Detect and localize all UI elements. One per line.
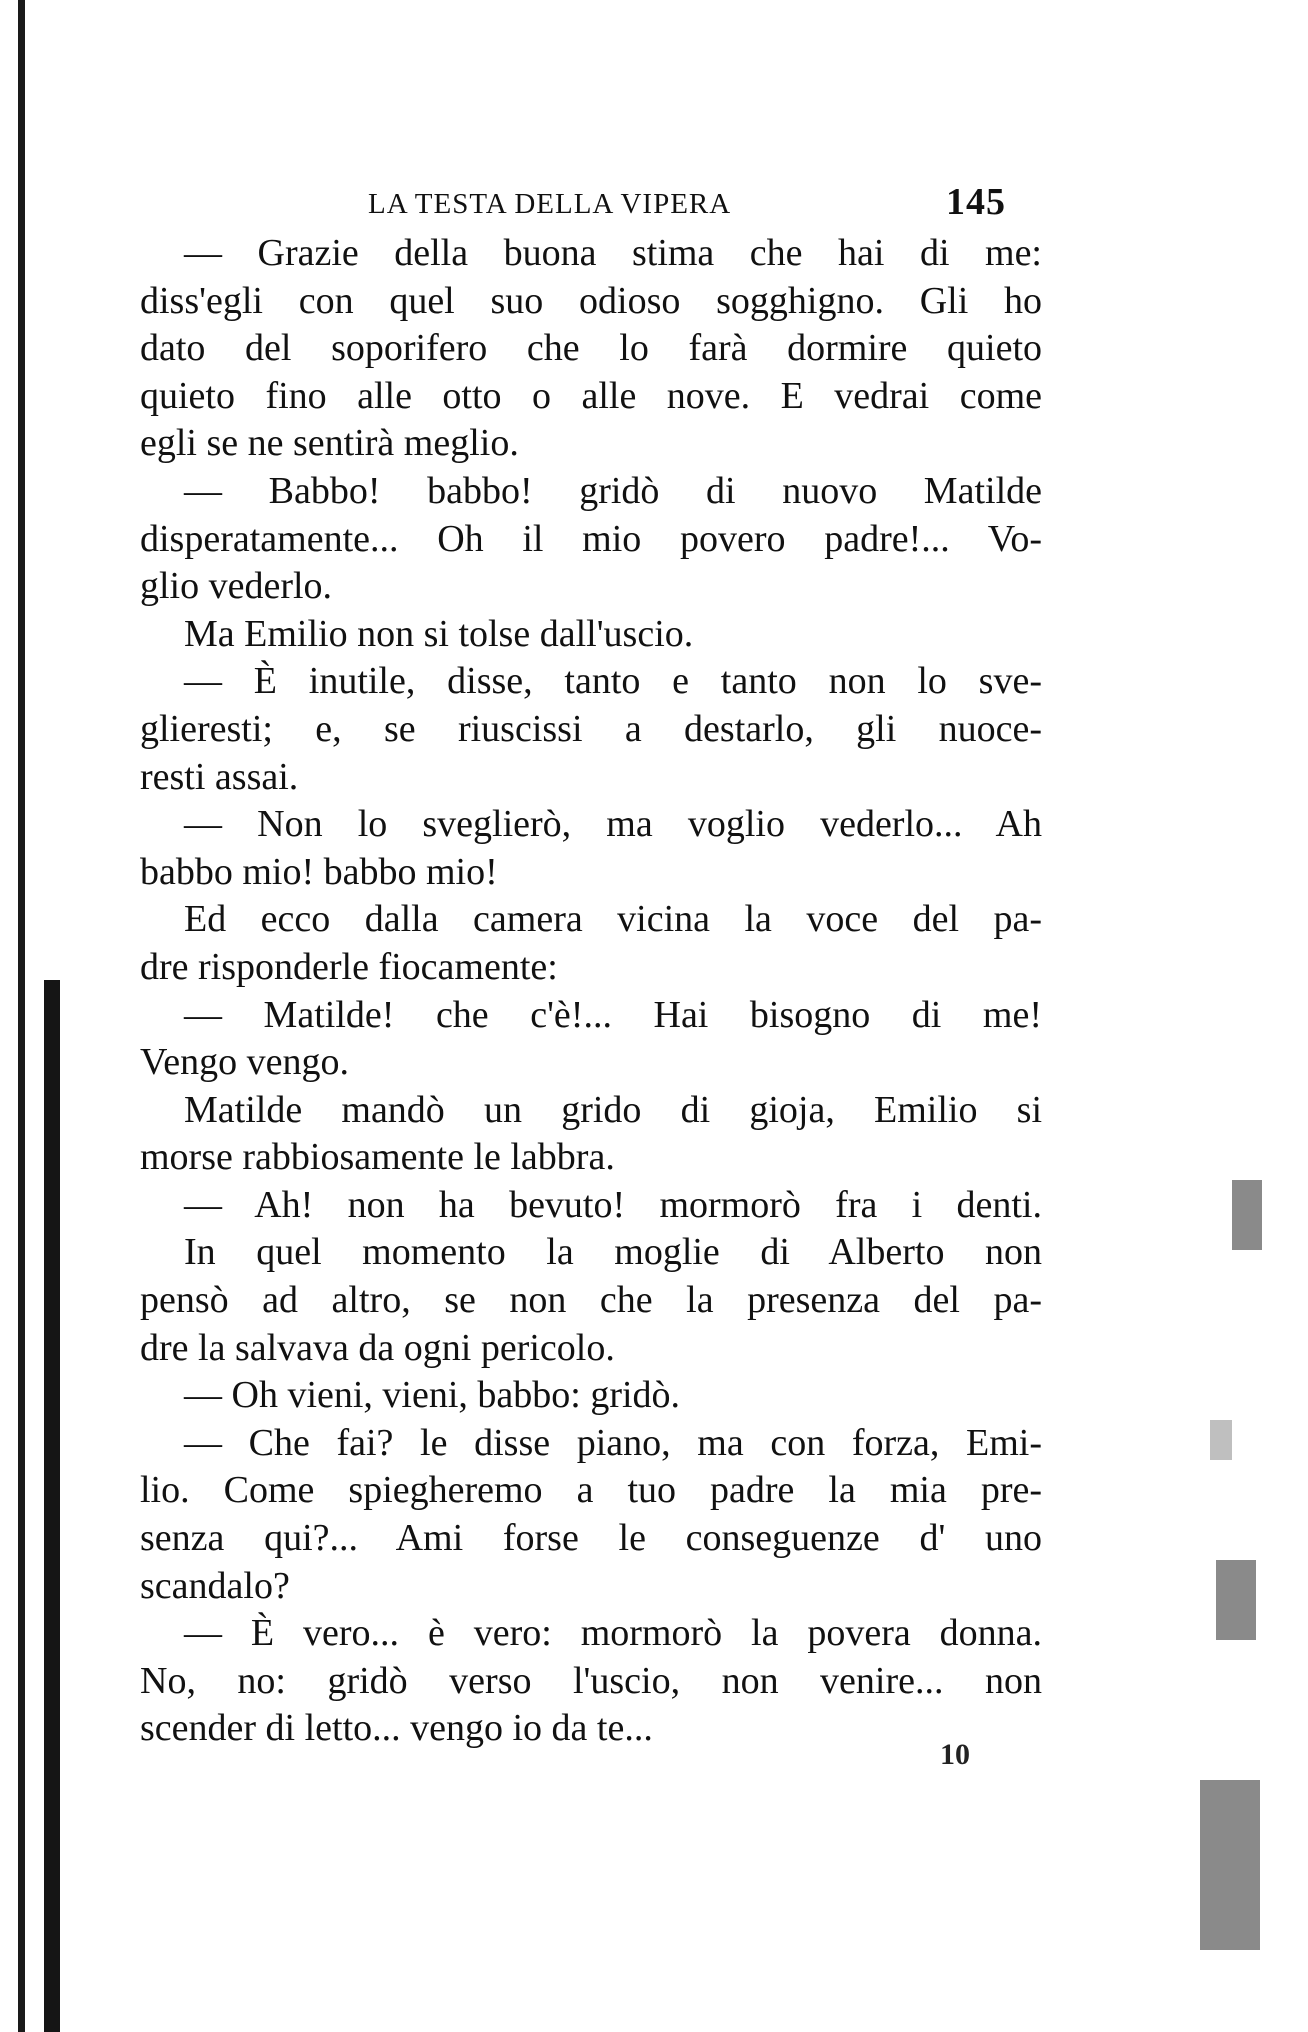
text-line: glio vederlo. <box>140 565 333 608</box>
text-line: quieto fino alle otto o alle nove. E vedrai come <box>140 374 1042 417</box>
text-line: — Non lo sveglierò, ma voglio vederlo... Ah <box>184 803 1042 846</box>
text-line: resti assai. <box>140 755 299 798</box>
text-line: babbo mio! babbo mio! <box>140 850 498 893</box>
scan-speckle <box>1200 1780 1260 1950</box>
text-line: — Grazie della buona stima che hai di me: <box>184 232 1042 274</box>
text-line: Ed ecco dalla camera vicina la voce del pa- <box>184 898 1042 941</box>
page-number: 145 <box>946 181 1006 223</box>
text-line: — Ah! non ha bevuto! mormorò fra i denti. <box>184 1183 1042 1226</box>
text-line: Matilde mandò un grido di gioja, Emilio si <box>184 1088 1042 1131</box>
text-line: dre risponderle fiocamente: <box>140 945 558 988</box>
text-line: egli se ne sentirà meglio. <box>140 422 519 465</box>
text-line: glieresti; e, se riuscissi a destarlo, gli nuoce- <box>140 707 1042 750</box>
text-line: No, no: gridò verso l'uscio, non venire... non <box>140 1659 1042 1702</box>
scan-speckle <box>1216 1560 1256 1640</box>
text-line: — È inutile, disse, tanto e tanto non lo sve- <box>184 660 1042 703</box>
text-line: — Oh vieni, vieni, babbo: gridò. <box>184 1374 681 1417</box>
text-line: morse rabbiosamente le labbra. <box>140 1136 615 1179</box>
text-line: In quel momento la moglie di Alberto non <box>184 1231 1042 1274</box>
page-header <box>140 178 1042 230</box>
text-line: — È vero... è vero: mormorò la povera donna. <box>184 1612 1042 1655</box>
text-line: — Babbo! babbo! gridò di nuovo Matilde <box>184 469 1042 512</box>
text-line: senza qui?... Ami forse le conseguenze d' uno <box>140 1517 1042 1560</box>
text-line: Ma Emilio non si tolse dall'uscio. <box>184 612 694 655</box>
binding-edge <box>18 0 25 2032</box>
text-line: Vengo vengo. <box>140 1041 349 1084</box>
running-title: LA TESTA DELLA VIPERA <box>368 188 732 220</box>
binding-shadow <box>44 980 60 2032</box>
text-line: dato del soporifero che lo farà dormire quieto <box>140 327 1042 370</box>
text-line: — Che fai? le disse piano, ma con forza, Emi- <box>184 1421 1042 1464</box>
book-page <box>140 178 1042 1753</box>
text-line: pensò ad altro, se non che la presenza del pa- <box>140 1279 1042 1322</box>
text-line: dre la salvava da ogni pericolo. <box>140 1326 615 1369</box>
body-text <box>140 230 1042 1753</box>
text-line: scandalo? <box>140 1564 290 1607</box>
text-line: lio. Come spiegheremo a tuo padre la mia pre- <box>140 1469 1042 1512</box>
text-line: — Matilde! che c'è!... Hai bisogno di me! <box>184 993 1042 1036</box>
scan-speckle <box>1210 1420 1232 1460</box>
signature-mark: 10 <box>940 1738 970 1771</box>
text-line: disperatamente... Oh il mio povero padre!... Vo- <box>140 517 1042 560</box>
text-line: scender di letto... vengo io da te... <box>140 1707 653 1750</box>
text-line: diss'egli con quel suo odioso sogghigno. Gli ho <box>140 279 1042 322</box>
scan-speckle <box>1232 1180 1262 1250</box>
